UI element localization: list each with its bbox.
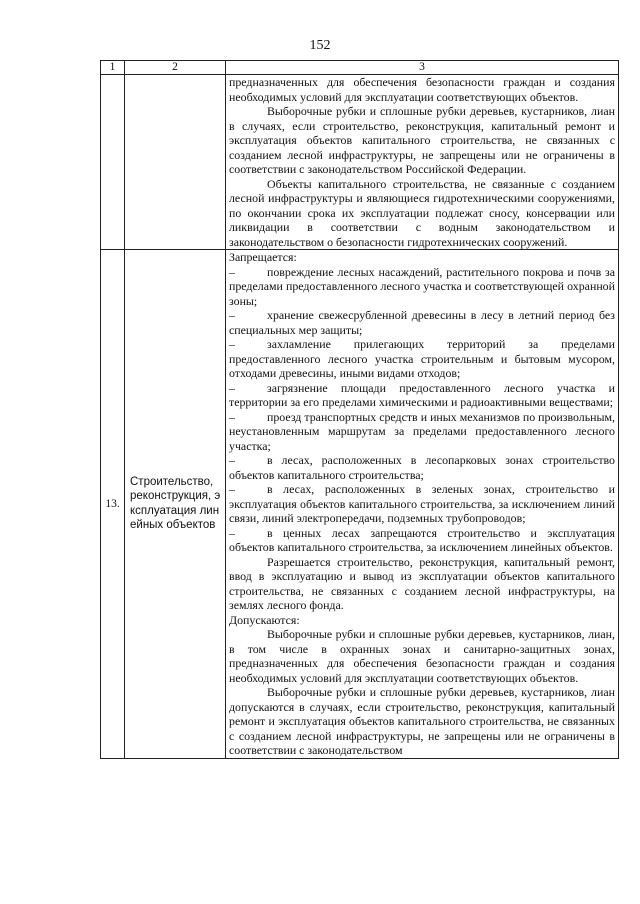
paragraph: Объекты капитального строительства, не связанные с созданием лесной инфраструктуры и являющиеся гидротехническими сооружениями, по окончании срока их эксплуатации подлежат сносу, консервации или ликвидации в соответствии с водным законодательством и законодательством о безопасности гидротехнических сооружений. <box>229 176 615 249</box>
paragraph: Запрещается: <box>229 250 297 264</box>
list-item-text: захламление прилегающих территорий за пределами предоставленного лесного участка строительным и бытовым мусором, отходами древесины, иными видами отходов; <box>229 337 615 380</box>
paragraph: предназначенных для обеспечения безопасности граждан и создания необходимых условий для эксплуатации соответствующих объектов. <box>229 75 615 104</box>
paragraph: Выборочные рубки и сплошные рубки деревьев, кустарников, лиан допускаются в случаях, если строительство, реконструкция, капитальный ремонт и эксплуатация объектов капитального строительства, не связанных с созданием лесной инфраструктуры, не запрещены или не ограничены в соответствии с законодательством <box>229 685 615 757</box>
paragraph: Выборочные рубки и сплошные рубки деревьев, кустарников, лиан в случаях, если строительство, реконструкция, капитальный ремонт и эксплуатация объектов капитального строительства, не связанных с созданием лесной инфраструктуры, не запрещены или не ограничены в соответствии с законодательством Российской Федерации. <box>229 104 615 176</box>
list-item <box>229 453 615 482</box>
header-col-3: 3 <box>226 61 619 75</box>
paragraph: Допускаются: <box>229 612 300 627</box>
list-item-text: загрязнение площади предоставленного лесного участка и территории за его пределами химическими и радиоактивными веществами; <box>229 380 615 409</box>
list-item <box>229 308 615 337</box>
list-item-text: проезд транспортных средств и иных механизмов по произвольным, неустановленным маршрутам за пределами предоставленного лесного участка; <box>229 409 615 453</box>
row-number-cell <box>101 75 125 250</box>
paragraph: Разрешается строительство, реконструкция, капитальный ремонт, ввод в эксплуатацию и вывод из эксплуатации объектов капитального строительства, не связанных с созданием лесной инфраструктуры, на землях лесного фонда. <box>229 554 615 612</box>
table-row-13 <box>101 250 619 759</box>
object-cell <box>125 75 226 250</box>
list-item <box>229 337 615 381</box>
table-header-row <box>101 61 619 75</box>
requirements-cell <box>226 250 619 759</box>
list-item <box>229 526 615 555</box>
header-col-1: 1 <box>101 61 125 75</box>
list-item-text: в лесах, расположенных в лесопарковых зонах строительство объектов капитального строительства; <box>229 453 615 482</box>
list-item <box>229 381 615 410</box>
list-item <box>229 482 615 526</box>
header-col-2: 2 <box>125 61 226 75</box>
row-number-cell: 13. <box>101 250 125 759</box>
dash-marker: – <box>229 337 235 351</box>
table-row-continued <box>101 75 619 250</box>
dash-marker: – <box>229 409 235 424</box>
dash-marker: – <box>229 380 235 395</box>
list-item-text: в ценных лесах запрещаются строительство и эксплуатация объектов капитального строительства, за исключением линейных объектов. <box>229 525 615 554</box>
dash-marker: – <box>229 264 235 279</box>
requirements-cell <box>226 75 619 250</box>
object-cell: Строительство, реконструкция, эксплуатация линейных объектов <box>125 250 226 759</box>
paragraph: Выборочные рубки и сплошные рубки деревьев, кустарников, лиан, в том числе в охранных зонах и санитарно-защитных зонах, предназначенных для обеспечения безопасности граждан и создания необходимых условий для эксплуатации соответствующих объектов. <box>229 627 615 685</box>
forest-use-table <box>100 60 619 759</box>
list-item <box>229 410 615 454</box>
page-number: 152 <box>309 38 331 53</box>
dash-marker: – <box>229 453 235 467</box>
list-item-text: хранение свежесрубленной древесины в лесу в летний период без специальных мер защиты; <box>229 308 615 337</box>
list-item-text: повреждение лесных насаждений, растительного покрова и почв за пределами предоставленного лесного участка и соответствующей охранной зоны; <box>229 264 615 308</box>
list-item <box>229 265 615 309</box>
list-item-text: в лесах, расположенных в зеленых зонах, строительство и эксплуатация объектов капитального строительства, за исключением линий связи, линий электропередачи, подземных трубопроводов; <box>229 482 615 525</box>
dash-marker: – <box>229 482 235 496</box>
dash-marker: – <box>229 525 235 540</box>
dash-marker: – <box>229 308 235 322</box>
